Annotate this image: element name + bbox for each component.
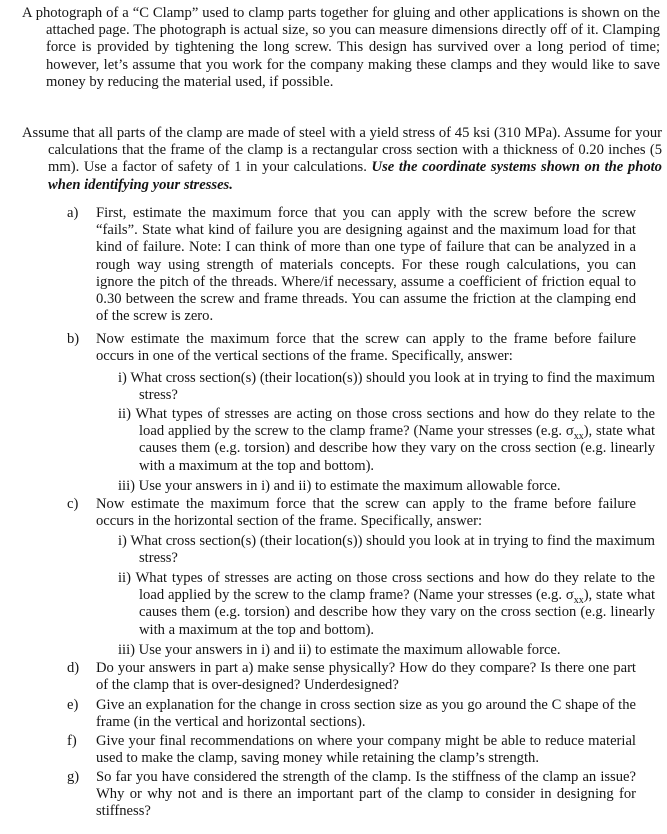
question-g (67, 769, 636, 821)
question-text: Now estimate the maximum force that the screw can apply to the frame before failure occurs in one of the vertical sections of the frame. Specifically, answer: (96, 331, 636, 365)
part-text: ii) What types of stresses are acting on those cross sections and how do they relate to the load applied by the screw to the clamp frame? (Name your stresses (e.g. σ (118, 570, 655, 604)
question-e (67, 697, 636, 731)
part-text: ii) What types of stresses are acting on those cross sections and how do they relate to the load applied by the screw to the clamp frame? (Name your stresses (e.g. σ (118, 406, 655, 440)
question-marker: e) (67, 697, 79, 713)
question-marker: g) (67, 769, 80, 785)
question-d (67, 660, 636, 694)
assumptions-text: Assume that all parts of the clamp are made of steel with a yield stress of 45 ksi (310 MPa). Assume for your calculations that the frame of the clamp is a rectangular cross section with a thickness of 0.20 inches (5 mm). Use a factor of safety of 1 in your calculations. (22, 125, 662, 176)
question-a (67, 205, 636, 325)
question-text: Give your final recommendations on where your company might be able to reduce material used to make the clamp, saving money while retaining the clamp’s strength. (96, 733, 636, 767)
question-c-part-i: i) What cross section(s) (their location(s)) should you look at in trying to find the maximum stress? (118, 533, 655, 567)
part-text: ), state what causes them (e.g. torsion) and describe how they vary on the cross section (e.g. linearly with a maximum at the top and bottom). (139, 423, 655, 474)
question-b (67, 331, 636, 365)
question-marker: f) (67, 733, 77, 749)
question-marker: a) (67, 205, 79, 221)
question-b-part-i: i) What cross section(s) (their location(s)) should you look at in trying to find the maximum stress? (118, 370, 655, 404)
question-marker: c) (67, 496, 79, 512)
question-c-part-ii (118, 570, 655, 639)
question-text: So far you have considered the strength of the clamp. Is the stiffness of the clamp an issue? Why or why not and is there an important part of the clamp to consider in designing for stiffness? (96, 769, 636, 820)
question-marker: d) (67, 660, 80, 676)
assumptions-paragraph (22, 125, 662, 194)
question-text: Give an explanation for the change in cross section size as you go around the C shape of the frame (in the vertical and horizontal sections). (96, 697, 636, 731)
question-b-part-iii: iii) Use your answers in i) and ii) to estimate the maximum allowable force. (118, 478, 561, 494)
question-b-part-ii (118, 406, 655, 475)
question-c-part-iii: iii) Use your answers in i) and ii) to estimate the maximum allowable force. (118, 642, 561, 658)
intro-paragraph: A photograph of a “C Clamp” used to clamp parts together for gluing and other applications is shown on the attached page. The photograph is actual size, so you can measure dimensions directly off of it. Clamping force is provided by tightening the long screw. This design has survived over a long period of time; however, let’s assume that you work for the company making these clamps and they would like to save money by reducing the material used, if possible. (22, 5, 660, 90)
part-text: ), state what causes them (e.g. torsion) and describe how they vary on the cross section (e.g. linearly with a maximum at the top and bottom). (139, 587, 655, 638)
question-marker: b) (67, 331, 80, 347)
question-text: First, estimate the maximum force that you can apply with the screw before the screw “fails”. State what kind of failure you are designing against and the maximum load for that kind of failure. Note: I can think of more than one type of failure that can be analyzed in a rough way using strength of materials concepts. For these rough calculations, you can ignore the pitch of the threads. Where/if necessary, assume a coefficient of friction equal to 0.30 between the screw and frame threads. You can assume the friction at the clamping end of the screw is zero. (96, 205, 636, 325)
question-text: Do your answers in part a) make sense physically? How do they compare? Is there one part of the clamp that is over-designed? Underdesigned? (96, 660, 636, 694)
question-text: Now estimate the maximum force that the screw can apply to the frame before failure occurs in the horizontal section of the frame. Specifically, answer: (96, 496, 636, 530)
assumptions-emphasis: Use the coordinate systems shown on the photo when identifying your stresses. (48, 159, 662, 193)
sigma-subscript: xx (573, 431, 584, 443)
sigma-subscript: xx (573, 595, 584, 607)
question-c (67, 496, 636, 530)
question-f (67, 733, 636, 767)
